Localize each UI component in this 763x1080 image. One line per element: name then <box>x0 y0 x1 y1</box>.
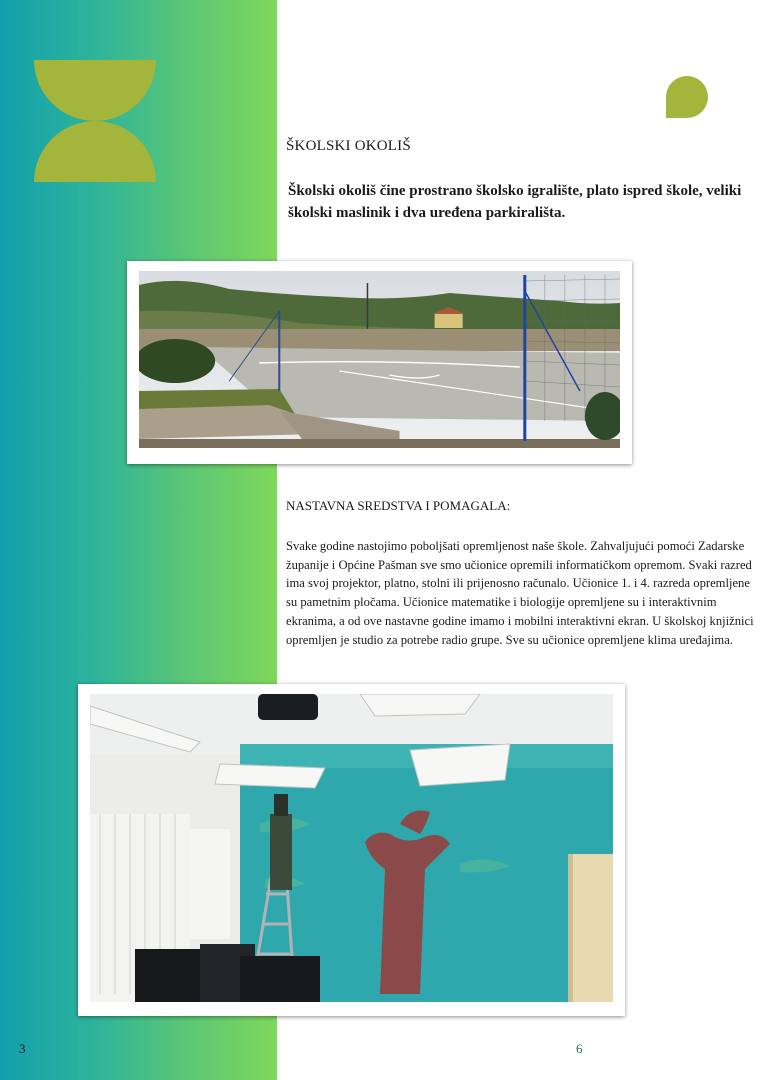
section-title: ŠKOLSKI OKOLIŠ <box>286 138 411 154</box>
page-number-left: 3 <box>19 1041 26 1056</box>
hourglass-shape-icon <box>34 60 156 182</box>
resources-title: NASTAVNA SREDSTVA I POMAGALA: <box>286 498 511 513</box>
resources-paragraph: Svake godine nastojimo poboljšati opremljenost naše škole. Zahvaljujući pomoći Zadarske županije i Općine Pašman sve smo učionice opremili informatičkom opremom. Svaki razred ima svoj projektor, platno, stolni ili prijenosno računalo. Učionice 1. i 4. razreda opremljene su pametnim pločama. Učionice matematike i biologije opremljene su i interaktivnim ekranima, a od ove nastavne godine imamo i mobilni interaktivni ekran. U školskoj knjižnici opremljen je studio za potrebe radio grupe. Sve su učionice opremljene klima uređajima. <box>286 539 754 647</box>
page-number-right: 6 <box>576 1041 583 1056</box>
leaf-shape-icon <box>666 76 708 118</box>
classroom-photo <box>78 684 625 1016</box>
schoolyard-photo <box>127 261 632 464</box>
intro-paragraph: Školski okoliš čine prostrano školsko igralište, plato ispred škole, veliki školski maslinik i dva uređena parkirališta. <box>288 183 742 221</box>
